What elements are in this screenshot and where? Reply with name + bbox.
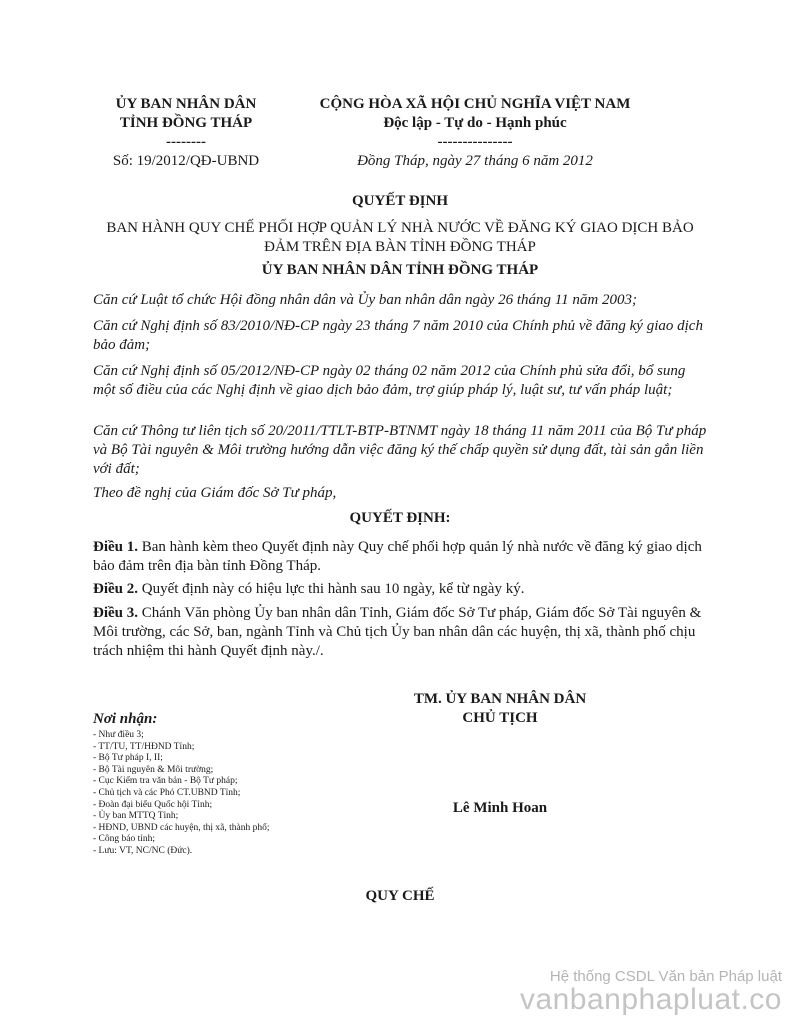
list-item: - Công báo tỉnh;: [93, 834, 156, 845]
org-name-line2: TỈNH ĐỒNG THÁP: [119, 115, 253, 131]
list-item: - HĐND, UBND các huyện, thị xã, thành phố;: [93, 822, 270, 833]
country-name: CỘNG HÒA XÃ HỘI CHỦ NGHĨA VIỆT NAM: [319, 96, 631, 112]
org-name-line1: ỦY BAN NHÂN DÂN: [115, 96, 257, 112]
header-left-divider: --------: [166, 134, 206, 150]
list-item: - Cục Kiểm tra văn bản - Bộ Tư pháp;: [93, 776, 238, 787]
list-item: - Lưu: VT, NC/NC (Đức).: [93, 845, 193, 856]
document-number: Số: 19/2012/QĐ-UBND: [112, 153, 260, 169]
signature-on-behalf: TM. ỦY BAN NHÂN DÂN: [413, 691, 587, 707]
article-1-label: Điều 1.: [93, 539, 138, 555]
article-2-label: Điều 2.: [93, 581, 138, 597]
list-item: - Ủy ban MTTQ Tỉnh;: [93, 811, 179, 822]
header-right-block: [290, 95, 660, 171]
legal-basis-2: Căn cứ Nghị định số 83/2010/NĐ-CP ngày 23 tháng 7 năm 2010 của Chính phủ về đăng ký giao dịch bảo đảm;: [93, 318, 703, 353]
article-1: [93, 538, 709, 576]
signature-block: [370, 690, 630, 728]
article-2-text: Quyết định này có hiệu lực thi hành sau 10 ngày, kể từ ngày ký.: [141, 581, 525, 597]
article-2: [93, 580, 709, 599]
legal-basis-1: Căn cứ Luật tổ chức Hội đồng nhân dân và Ủy ban nhân dân ngày 26 tháng 11 năm 2003;: [93, 292, 637, 308]
header-left-block: [96, 95, 276, 171]
national-motto: Độc lập - Tự do - Hạnh phúc: [383, 115, 567, 131]
list-item: - Bộ Tài nguyên & Môi trường;: [93, 764, 214, 775]
list-item: - Đoàn đại biểu Quốc hội Tỉnh;: [93, 799, 213, 810]
article-3-text: Chánh Văn phòng Ủy ban nhân dân Tỉnh, Giám đốc Sở Tư pháp, Giám đốc Sở Tài nguyên & Môi trường, các Sở, ban, ngành Tỉnh và Chủ tịch Ủy ban nhân dân các huyện, thị xã, thành phố chịu trách nhiệm thi hành Quyết định này./.: [93, 605, 702, 659]
header-right-divider: ---------------: [437, 134, 513, 150]
list-item: - Chủ tịch và các Phó CT.UBND Tỉnh;: [93, 787, 241, 798]
article-1-text: Ban hành kèm theo Quyết định này Quy chế phối hợp quản lý nhà nước về đăng ký giao dịch bảo đảm trên địa bàn tỉnh Đồng Tháp.: [93, 539, 702, 574]
recipients-title: Nơi nhận:: [93, 711, 158, 727]
signature-position: CHỦ TỊCH: [462, 710, 538, 726]
annex-title: QUY CHẾ: [365, 888, 435, 904]
proposal-line: Theo đề nghị của Giám đốc Sở Tư pháp,: [93, 485, 337, 501]
list-item: - Bộ Tư pháp I, II;: [93, 753, 163, 764]
decision-heading: QUYẾT ĐỊNH:: [349, 510, 451, 526]
document-subtitle: BAN HÀNH QUY CHẾ PHỐI HỢP QUẢN LÝ NHÀ NƯỚC VỀ ĐĂNG KÝ GIAO DỊCH BẢO ĐẢM TRÊN ĐỊA BÀN TỈNH ĐỒNG THÁP: [106, 220, 694, 255]
document-title: QUYẾT ĐỊNH: [352, 193, 448, 209]
article-3-label: Điều 3.: [93, 605, 138, 621]
watermark-caption: Hệ thống CSDL Văn bản Pháp luật: [549, 968, 782, 985]
legal-basis-4: Căn cứ Thông tư liên tịch số 20/2011/TTLT-BTP-BTNMT ngày 18 tháng 11 năm 2011 của Bộ Tư pháp và Bộ Tài nguyên & Môi trường hướng dẫn việc đăng ký thế chấp quyền sử dụng đất, tài sản gắn liền với đất;: [93, 423, 707, 477]
signer-name: Lê Minh Hoan: [452, 800, 548, 816]
legal-basis-3: Căn cứ Nghị định số 05/2012/NĐ-CP ngày 02 tháng 02 năm 2012 của Chính phủ sửa đổi, bổ sung một số điều của các Nghị định về giao dịch bảo đảm, trợ giúp pháp lý, luật sư, tư vấn pháp luật;: [93, 363, 686, 398]
article-3: [93, 604, 709, 661]
list-item: - Như điều 3;: [93, 730, 144, 740]
issuing-authority: ỦY BAN NHÂN DÂN TỈNH ĐỒNG THÁP: [261, 262, 539, 278]
place-date: Đồng Tháp, ngày 27 tháng 6 năm 2012: [357, 153, 593, 169]
recipients-list: [93, 730, 270, 858]
list-item: - TT/TU, TT/HĐND Tỉnh;: [93, 741, 195, 752]
watermark-site: vanbanphapluat.co: [519, 983, 782, 1016]
